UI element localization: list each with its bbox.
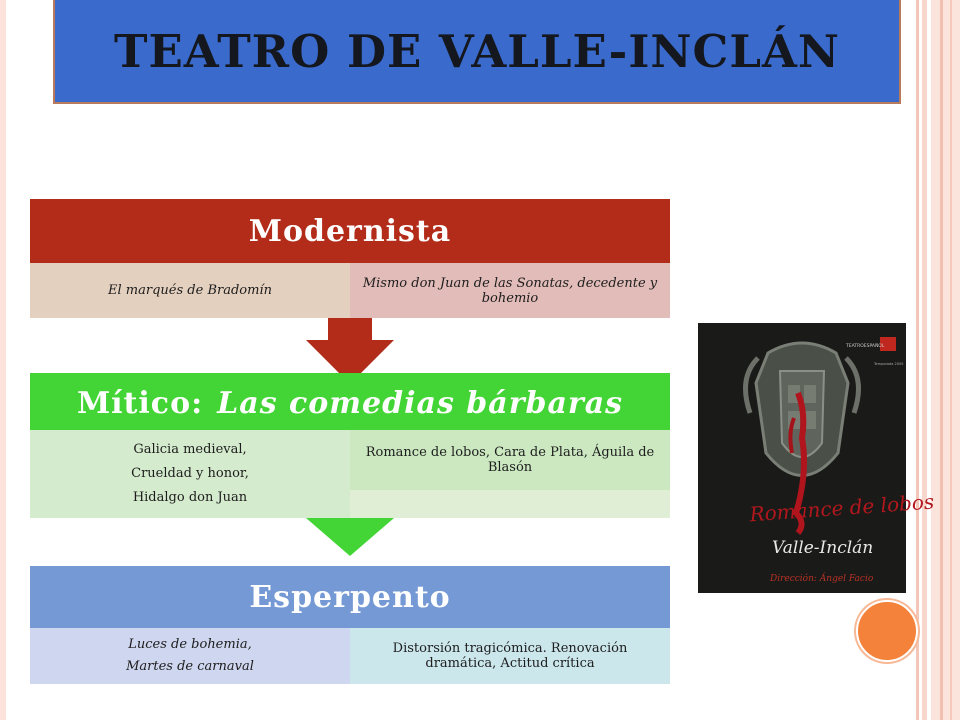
right-decor-stripe <box>922 0 927 720</box>
tier-mitico-left-box <box>30 430 350 518</box>
poster-publisher: TEATROESPAÑOL <box>846 344 885 349</box>
tier-esperpento-label: Esperpento <box>249 579 451 615</box>
tier-esperpento-right-box <box>350 628 670 684</box>
tier-esperpento-left-box <box>30 628 350 684</box>
tier-mitico-right-text: Romance de lobos, Cara de Plata, Águila de Blasón <box>365 445 655 475</box>
tier-modernista-right-text: Mismo don Juan de las Sonatas, decedente y bohemio <box>362 275 658 306</box>
tier-mitico-right-box <box>350 430 670 490</box>
tier-mitico-label-italic: Las comedias bárbaras <box>217 385 624 421</box>
tier-modernista-header <box>30 199 670 263</box>
right-decor-stripe <box>916 0 919 720</box>
tier-mitico-left-line: Crueldad y honor, <box>131 466 249 481</box>
tier-mitico-header <box>30 373 670 433</box>
title-banner <box>53 0 901 104</box>
tier-esperpento-header <box>30 566 670 628</box>
down-arrow-green <box>306 518 394 556</box>
right-decor-stripe <box>931 0 960 720</box>
left-decor-stripe <box>0 0 6 720</box>
tier-esperpento-left-line: Luces de bohemia, <box>128 637 252 652</box>
poster-play-title: Romance de lobos <box>748 489 935 527</box>
tier-esperpento-left-line: Martes de carnaval <box>126 659 254 674</box>
page-title: TEATRO DE VALLE-INCLÁN <box>113 24 841 78</box>
poster-author: Valle-Inclán <box>772 538 874 558</box>
poster-director: Dirección: Ángel Facio <box>770 574 874 584</box>
right-decor-stripe <box>950 0 952 720</box>
decor-orange-circle <box>856 600 918 662</box>
tier-mitico-left-line: Hidalgo don Juan <box>132 490 248 505</box>
tier-modernista-label: Modernista <box>248 213 452 249</box>
right-decor-stripe <box>940 0 943 720</box>
romance-de-lobos-poster <box>698 323 935 593</box>
tier-mitico-left-line: Galicia medieval, <box>133 442 247 457</box>
tier-modernista-right-box <box>350 263 670 318</box>
tier-mitico-label: Mítico: <box>76 385 204 421</box>
tier-esperpento-right-text: Distorsión tragicómica. Renovación dramática, Actitud crítica <box>392 641 628 671</box>
poster-season: Temporada 2005 <box>874 362 904 366</box>
tier-modernista-left-box <box>30 263 350 318</box>
tier-modernista-left-text: El marqués de Bradomín <box>108 283 272 298</box>
